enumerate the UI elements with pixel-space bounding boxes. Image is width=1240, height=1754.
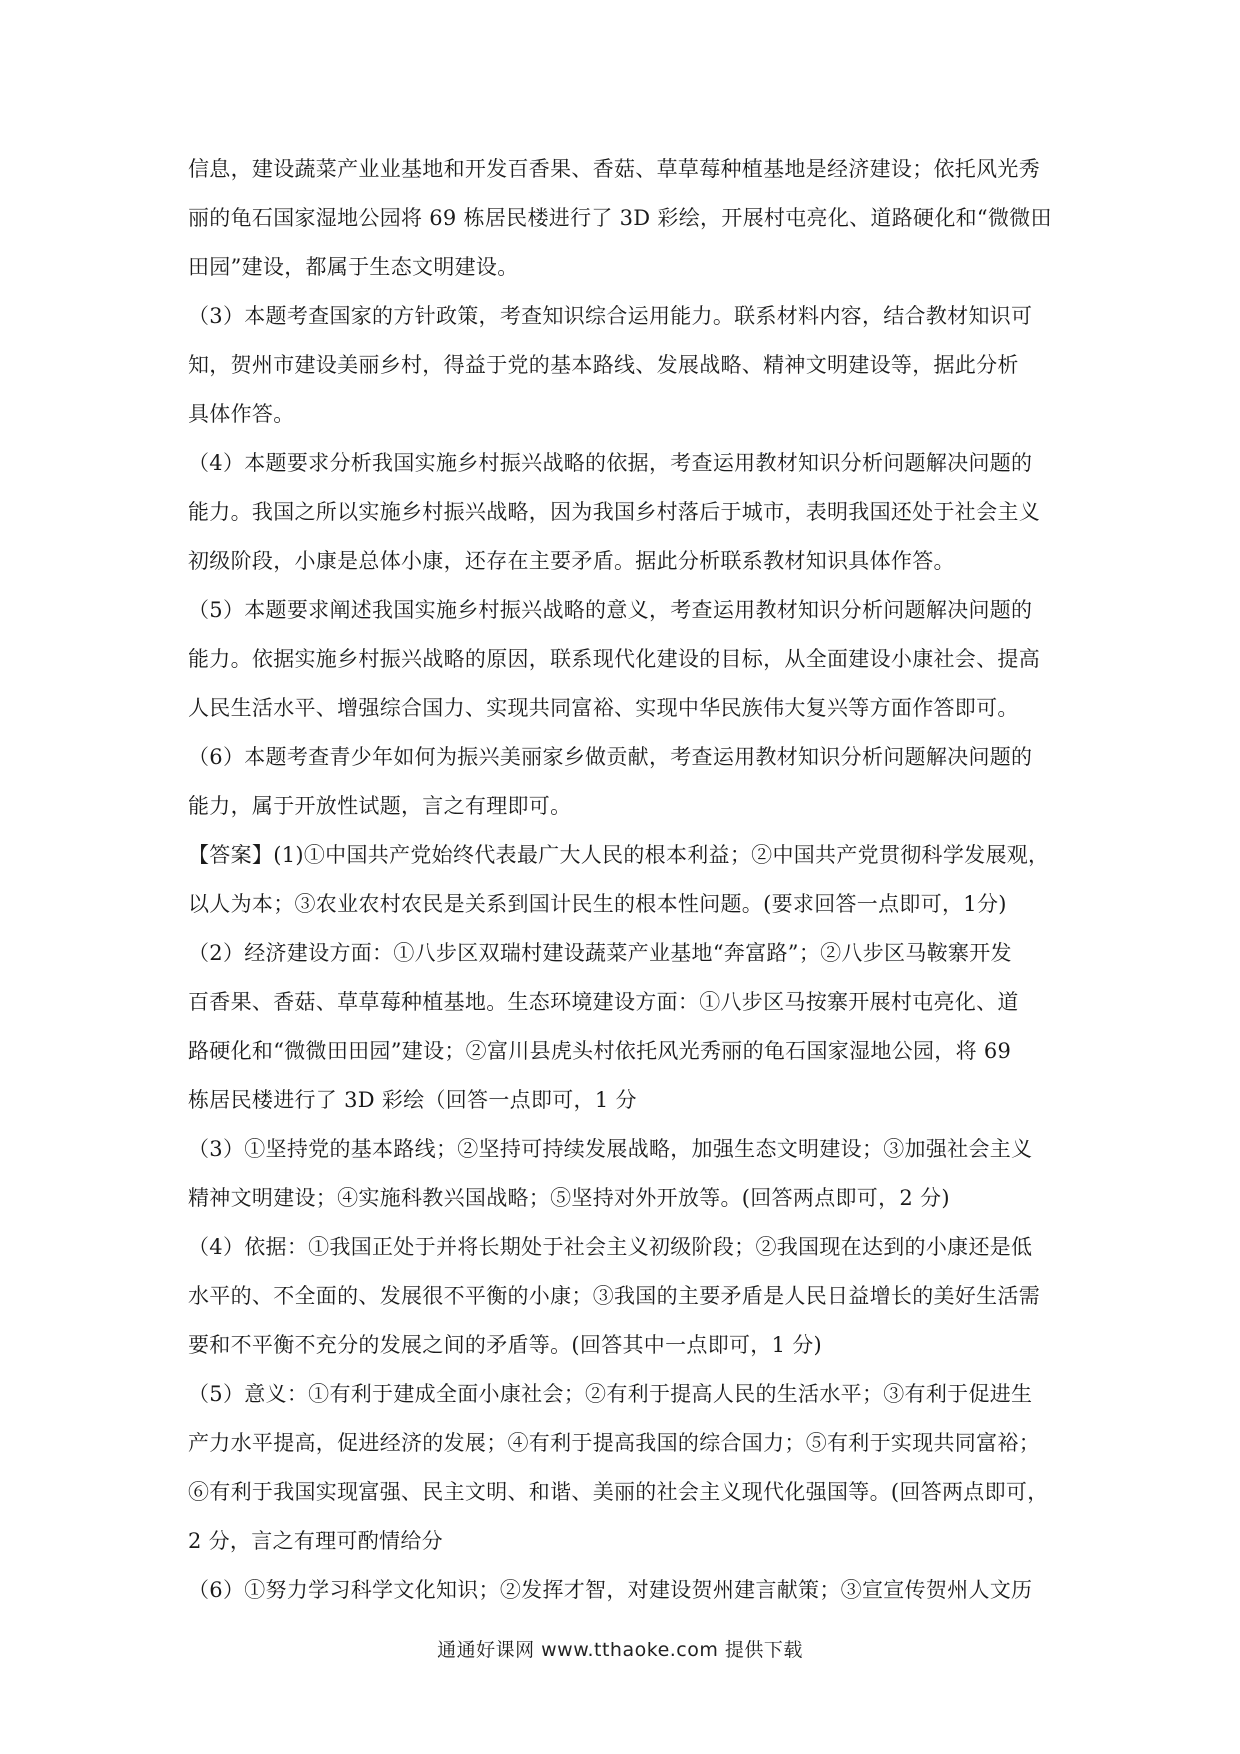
page-footer: 通通好课网 www.tthaoke.com 提供下载	[437, 1639, 803, 1661]
answer-line: 精神文明建设；④实施科教兴国战略；⑤坚持对外开放等。(回答两点即可，2 分)	[188, 1186, 950, 1210]
text-line: 初级阶段，小康是总体小康，还存在主要矛盾。据此分析联系教材知识具体作答。	[188, 549, 955, 573]
text-line: 能力，属于开放性试题，言之有理即可。	[188, 794, 572, 818]
text-line: 信息，建设蔬菜产业业基地和开发百香果、香菇、草草莓种植基地是经济建设；依托风光秀	[188, 157, 1040, 181]
text-line: （6）本题考查青少年如何为振兴美丽家乡做贡献，考查运用教材知识分析问题解决问题的	[188, 745, 1033, 769]
text-line: 能力。依据实施乡村振兴战略的原因，联系现代化建设的目标，从全面建设小康社会、提高	[188, 647, 1040, 671]
answer-line: 产力水平提高，促进经济的发展；④有利于提高我国的综合国力；⑤有利于实现共同富裕；	[188, 1431, 1040, 1455]
answer-line: 路硬化和“微微田田园”建设；②富川县虎头村依托风光秀丽的龟石国家湿地公园，将 69	[188, 1039, 1012, 1063]
answer-line: 2 分，言之有理可酌情给分	[188, 1529, 443, 1553]
text-line: 田园”建设，都属于生态文明建设。	[188, 255, 519, 279]
answer-line: （6）①努力学习科学文化知识；②发挥才智，对建设贺州建言献策；③宣宣传贺州人文历	[188, 1578, 1033, 1602]
text-line: 知，贺州市建设美丽乡村，得益于党的基本路线、发展战略、精神文明建设等，据此分析	[188, 353, 1019, 377]
answer-line: 要和不平衡不充分的发展之间的矛盾等。(回答其中一点即可，1 分)	[188, 1333, 823, 1357]
answer-line: 【答案】(1)①中国共产党始终代表最广大人民的根本利益；②中国共产党贯彻科学发展观，	[188, 843, 1050, 867]
answer-line: 栋居民楼进行了 3D 彩绘（回答一点即可，1 分	[188, 1088, 637, 1112]
answer-line: 水平的、不全面的、发展很不平衡的小康；③我国的主要矛盾是人民日益增长的美好生活需	[188, 1284, 1040, 1308]
text-line: 具体作答。	[188, 402, 295, 426]
text-line: 能力。我国之所以实施乡村振兴战略，因为我国乡村落后于城市，表明我国还处于社会主义	[188, 500, 1040, 524]
answer-line: （5）意义：①有利于建成全面小康社会；②有利于提高人民的生活水平；③有利于促进生	[188, 1382, 1033, 1406]
text-line: 丽的龟石国家湿地公园将 69 栋居民楼进行了 3D 彩绘，开展村屯亮化、道路硬化和“微微田	[188, 206, 1052, 230]
answer-line: ⑥有利于我国实现富强、民主文明、和谐、美丽的社会主义现代化强国等。(回答两点即可，	[188, 1480, 1049, 1504]
answer-line: 以人为本；③农业农村农民是关系到国计民生的根本性问题。(要求回答一点即可，1分)	[188, 892, 1007, 916]
text-line: （3）本题考查国家的方针政策，考查知识综合运用能力。联系材料内容，结合教材知识可	[188, 304, 1033, 328]
document-body	[188, 145, 1056, 1615]
answer-line: 百香果、香菇、草草莓种植基地。生态环境建设方面：①八步区马按寨开展村屯亮化、道	[188, 990, 1019, 1014]
answer-line: （2）经济建设方面：①八步区双瑞村建设蔬菜产业基地“奔富路”；②八步区马鞍寨开发	[188, 941, 1012, 965]
text-line: （5）本题要求阐述我国实施乡村振兴战略的意义，考查运用教材知识分析问题解决问题的	[188, 598, 1033, 622]
answer-line: （4）依据：①我国正处于并将长期处于社会主义初级阶段；②我国现在达到的小康还是低	[188, 1235, 1033, 1259]
answer-line: （3）①坚持党的基本路线；②坚持可持续发展战略，加强生态文明建设；③加强社会主义	[188, 1137, 1033, 1161]
text-line: （4）本题要求分析我国实施乡村振兴战略的依据，考查运用教材知识分析问题解决问题的	[188, 451, 1033, 475]
text-line: 人民生活水平、增强综合国力、实现共同富裕、实现中华民族伟大复兴等方面作答即可。	[188, 696, 1019, 720]
